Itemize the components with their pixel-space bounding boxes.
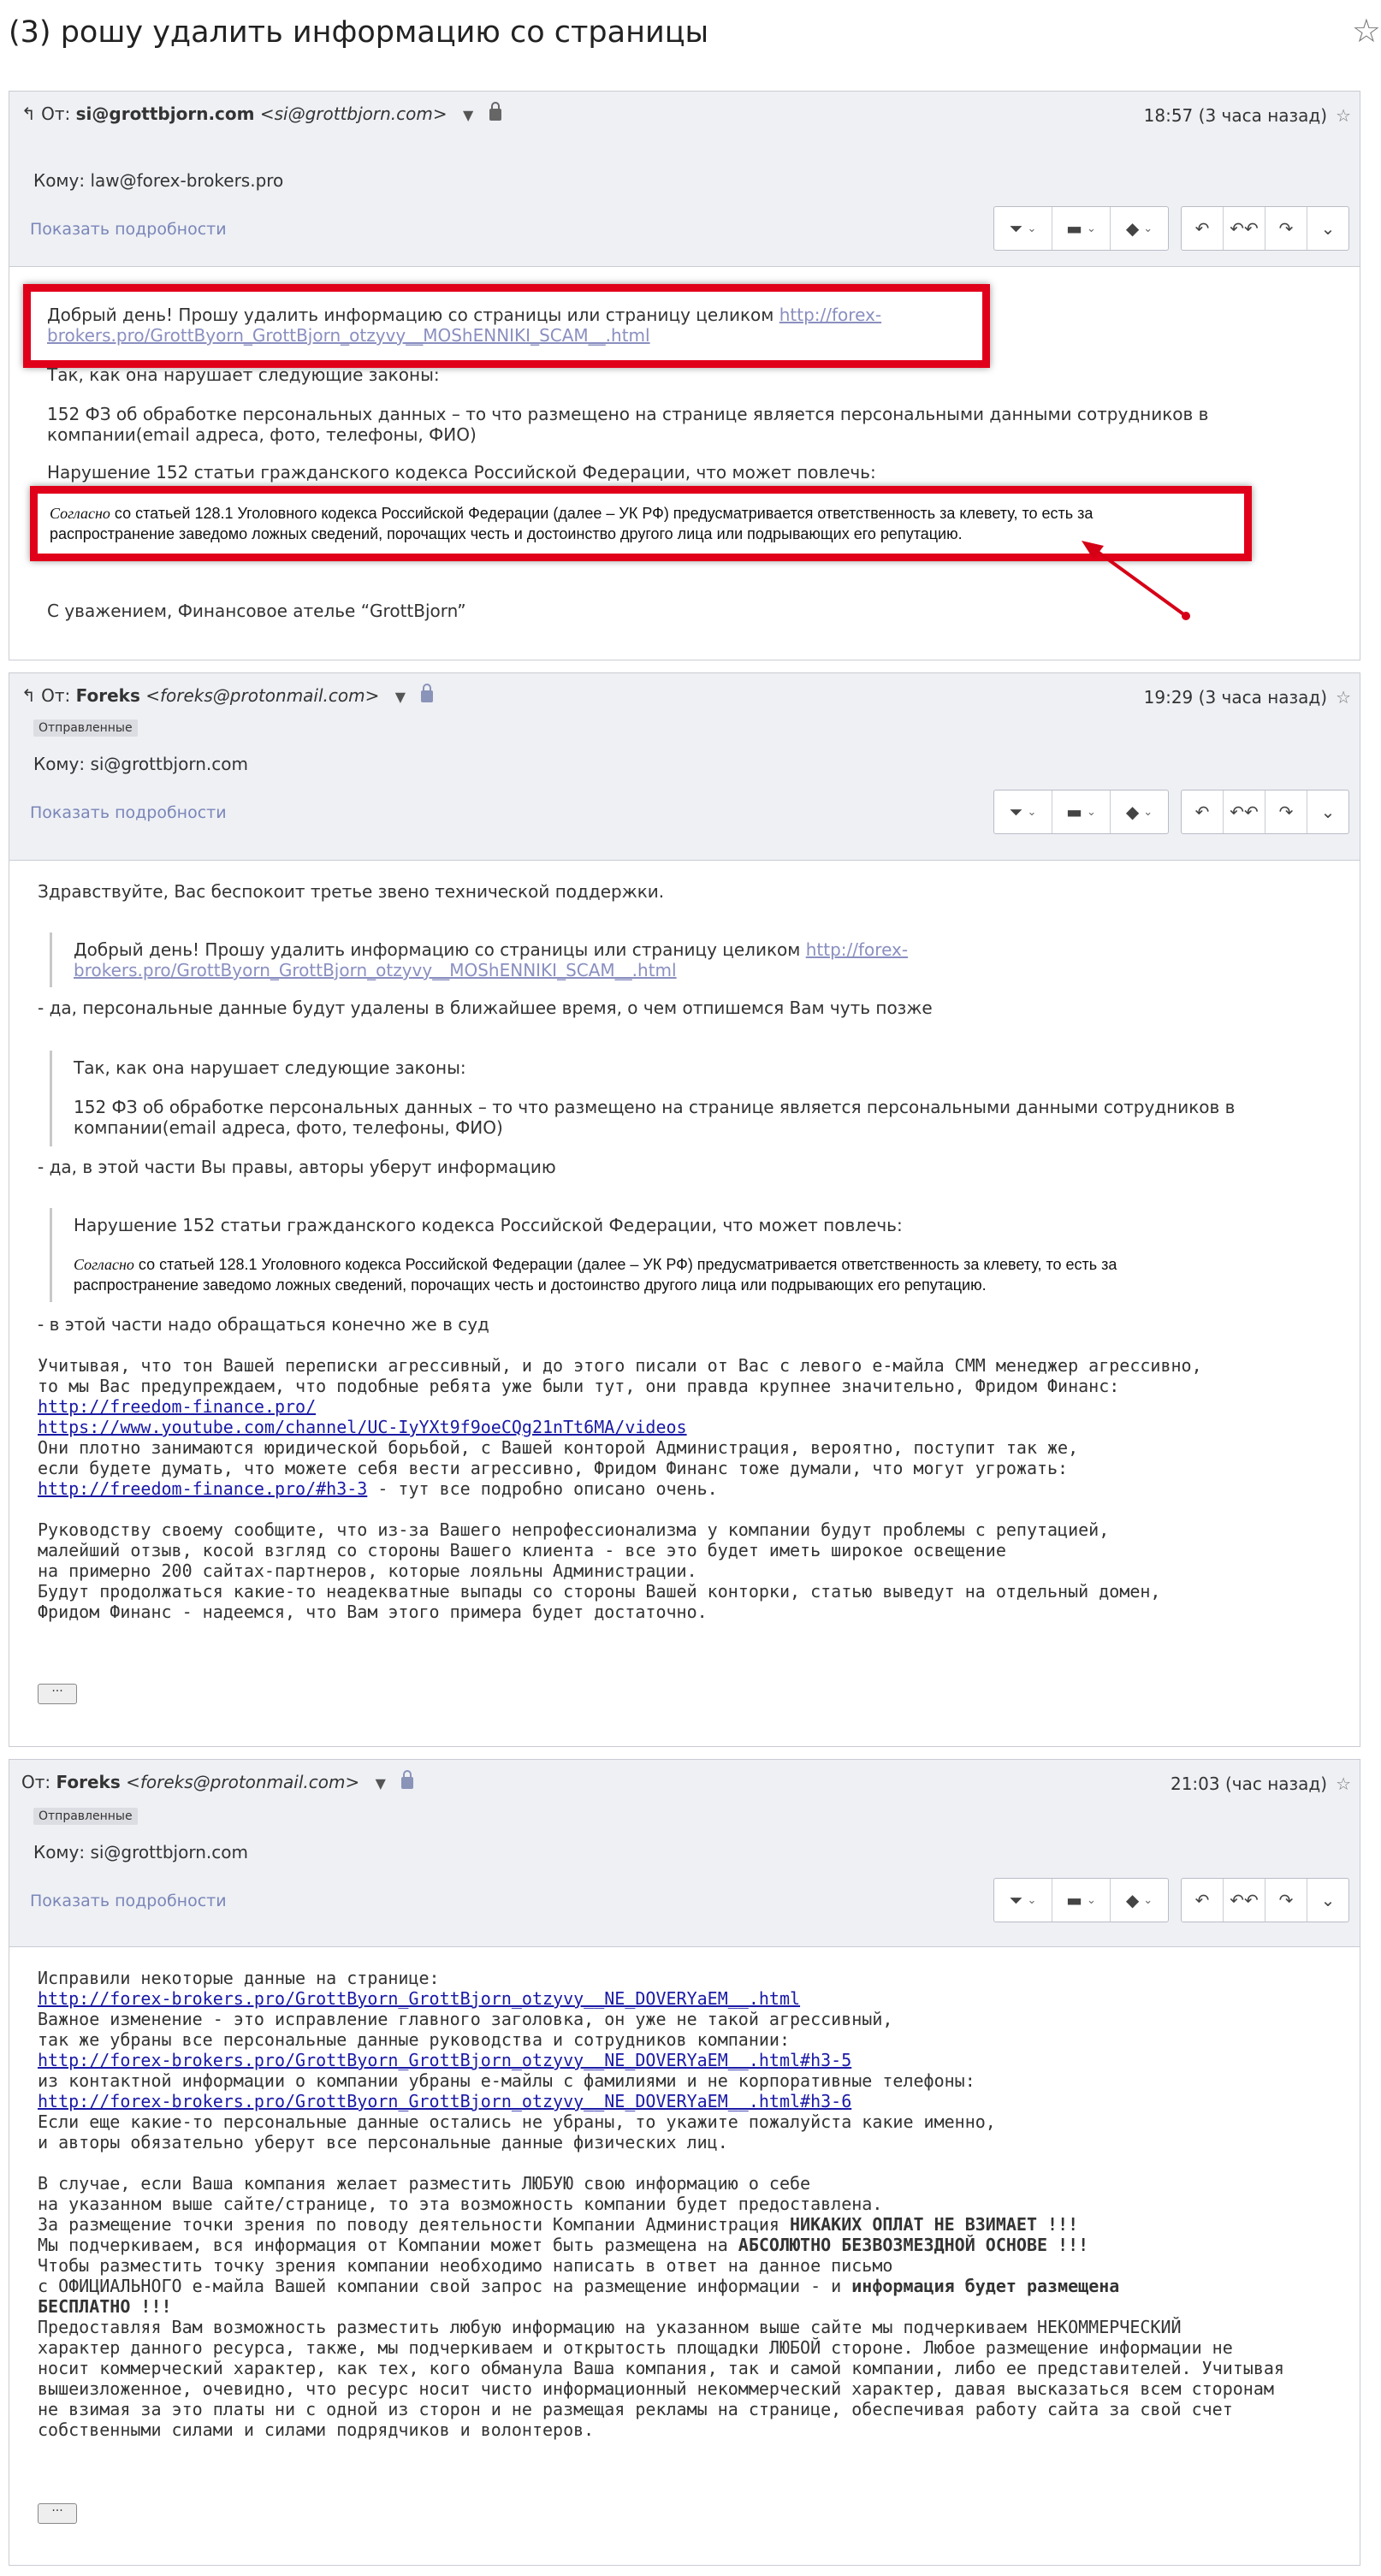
forward-button[interactable] <box>1265 791 1307 833</box>
star-icon[interactable]: ☆ <box>1336 105 1351 126</box>
body-line: не взимая за это платы ни с одной из сторон и не размещая рекламы на странице, обеспечивая работу сайта за свой счет <box>38 2399 1233 2419</box>
message-time <box>1171 1774 1351 1794</box>
body-line: так же убраны все персональные данные руководства и сотрудников компании: <box>38 2029 790 2050</box>
folder-icon: ▬ <box>1066 802 1082 822</box>
reply-all-button[interactable] <box>1224 1879 1265 1922</box>
quote-line: Нарушение 152 статьи гражданского кодекса Российской Федерации, что может повлечь: <box>74 1215 903 1235</box>
time-text: 19:29 (3 часа назад) <box>1143 687 1328 708</box>
label-button[interactable]: ◆ ⌄ <box>1125 218 1153 239</box>
body-line <box>50 503 1093 524</box>
show-details-link[interactable]: Показать подробности <box>30 803 227 822</box>
reply-group <box>1181 1878 1349 1922</box>
filter-icon: ⏷ <box>1009 218 1023 239</box>
body-line <box>38 2235 1088 2255</box>
reply-line: - да, в этой части Вы правы, авторы уберут информацию <box>38 1157 556 1177</box>
message-header <box>9 1760 1360 1947</box>
bookmark-star-icon[interactable]: ☆ <box>1351 12 1381 50</box>
sender-line[interactable] <box>21 1772 413 1792</box>
tag-icon: ◆ <box>1125 1890 1140 1910</box>
external-link[interactable]: http://freedom-finance.pro/ <box>38 1396 317 1417</box>
folder-icon: ▬ <box>1066 1890 1082 1910</box>
body-line: В случае, если Ваша компания желает разместить ЛЮБУЮ свою информацию о себе <box>38 2173 811 2194</box>
star-icon[interactable]: ☆ <box>1336 687 1351 708</box>
body-line: если будете думать, что можете себя вести агрессивно, Фридом Финанс тоже думали, что могут угрожать: <box>38 1458 1069 1478</box>
message-3 <box>9 1759 1360 2566</box>
recipient-line: Кому: si@grottbjorn.com <box>33 754 248 774</box>
folder-label-badge[interactable]: Отправленные <box>33 720 138 737</box>
blockquote <box>50 933 52 987</box>
sender-line[interactable] <box>21 104 501 124</box>
lead-word: Согласно <box>74 1256 134 1273</box>
body-line: Фридом Финанс - надеемся, что Вам этого примера будет достаточно. <box>38 1602 708 1622</box>
lock-icon <box>489 109 501 121</box>
sender-email[interactable]: <foreks@protonmail.com> <box>126 1772 360 1792</box>
reply-icon: ↶ <box>1194 802 1210 822</box>
lead-word: Согласно <box>50 505 110 522</box>
show-details-link[interactable]: Показать подробности <box>30 220 227 239</box>
body-line: Важное изменение - это исправление главного заголовка, он уже не такой агрессивный, <box>38 2009 893 2029</box>
message-toolbar <box>993 206 1349 251</box>
message-header <box>9 92 1360 267</box>
label-button[interactable]: ◆ ⌄ <box>1125 1890 1153 1910</box>
move-folder-button[interactable]: ▬ ⌄ <box>1052 791 1111 833</box>
folder-label-badge[interactable]: Отправленные <box>33 1808 138 1825</box>
sender-email[interactable]: <foreks@protonmail.com> <box>145 685 380 706</box>
body-line: собственными силами и силами подрядчиков и волонтеров. <box>38 2419 595 2440</box>
quote-line <box>74 1254 1117 1275</box>
label-button[interactable]: ◆ ⌄ <box>1125 802 1153 822</box>
quote-line: 152 ФЗ об обработке персональных данных – то что размещено на странице является персональными данными сотрудников в <box>74 1097 1236 1117</box>
emphasis-text: БЕСПЛАТНО !!! <box>38 2296 172 2317</box>
time-text: 18:57 (3 часа назад) <box>1143 105 1328 126</box>
reply-arrow-icon: ↰ <box>21 685 36 706</box>
page-link[interactable]: http://forex- <box>779 305 882 325</box>
body-line: на примерно 200 сайтах-партнеров, которые лояльны Администрации. <box>38 1560 697 1581</box>
body-line <box>38 2276 1119 2296</box>
body-line: то мы Вас предупреждаем, что подобные ребята уже были тут, они правда крупнее значительно, Фридом Финанс: <box>38 1376 1120 1396</box>
body-line: Учитывая, что тон Вашей переписки агрессивный, и до этого писали от Вас с левого е-майла СММ менеджер агрессивно, <box>38 1355 1202 1376</box>
show-details-link[interactable]: Показать подробности <box>30 1892 227 1910</box>
forward-icon: ↷ <box>1278 218 1294 239</box>
body-line <box>38 2296 172 2317</box>
reply-button[interactable] <box>1182 791 1224 833</box>
quote-line <box>74 939 908 960</box>
recipient-line: Кому: si@grottbjorn.com <box>33 1842 248 1862</box>
move-folder-button[interactable]: ▬ ⌄ <box>1052 207 1111 250</box>
filter-button[interactable]: ⏷ ⌄ <box>994 1879 1052 1922</box>
external-link[interactable]: http://freedom-finance.pro/#h3-3 <box>38 1478 368 1499</box>
show-quoted-button[interactable]: ··· <box>38 1684 77 1704</box>
move-folder-button[interactable]: ▬ ⌄ <box>1052 1879 1111 1922</box>
external-link[interactable]: https://www.youtube.com/channel/UC-IyYXt9f9oeCQg21nTt6MA/videos <box>38 1417 687 1437</box>
emphasis-text: информация будет размещена <box>851 2276 1120 2296</box>
body-line: Чтобы разместить точку зрения компании необходимо написать в ответ на данное письмо <box>38 2255 893 2276</box>
sender-email[interactable]: <si@grottbjorn.com> <box>259 104 447 124</box>
body-line: и авторы обязательно уберут все персональные данные физических лиц. <box>38 2132 728 2153</box>
body-line: характер данного ресурса, также, мы подчеркиваем и открытость площадки ЛЮБОЙ стороне. Любое размещение информации не <box>38 2337 1233 2358</box>
reply-all-icon: ↶↶ <box>1230 218 1259 239</box>
body-line: вышеизложенное, очевидно, что ресурс носит чисто информационный некоммерческий характер, давая высказаться всем сторонам <box>38 2378 1274 2399</box>
more-actions-button[interactable] <box>1307 791 1348 833</box>
body-line: Будут продолжаться какие-то неадекватные выпады со стороны Вашей конторки, статью выведут на отдельный домен, <box>38 1581 1161 1602</box>
reply-all-button[interactable] <box>1224 791 1265 833</box>
reply-all-button[interactable] <box>1224 207 1265 250</box>
body-line: Предоставляя Вам возможность разместить любую информацию на указанном выше сайте мы подчеркиваем НЕКОММЕРЧЕСКИЙ <box>38 2317 1182 2337</box>
body-line: компании(email адреса, фото, телефоны, ФИО) <box>47 424 477 445</box>
recipient-line: Кому: law@forex-brokers.pro <box>33 170 284 191</box>
reply-group <box>1181 790 1349 834</box>
body-line: распространение заведомо ложных сведений, порочащих честь и достоинство другого лица или подрывающих его репутацию. <box>50 525 963 542</box>
message-toolbar <box>993 790 1349 834</box>
page-title: (3) рошу удалить информацию со страницы <box>9 15 709 50</box>
more-actions-button[interactable] <box>1307 1879 1348 1922</box>
body-line: Если еще какие-то персональные данные остались не убраны, то укажите пожалуйста какие именно, <box>38 2111 996 2132</box>
forward-icon: ↷ <box>1278 802 1294 822</box>
reply-button[interactable] <box>1182 1879 1224 1922</box>
body-text: Добрый день! Прошу удалить информацию со страницы или страницу целиком <box>47 305 779 325</box>
body-text: с ОФИЦИАЛЬНОГО е-майла Вашей компании свой запрос на размещение информации - и <box>38 2276 852 2296</box>
body-line: Здравствуйте, Вас беспокоит третье звено технической поддержки. <box>38 881 665 902</box>
chevron-down-icon: ⌄ <box>1320 802 1336 822</box>
external-link[interactable]: http://forex-brokers.pro/GrottByorn_GrottBjorn_otzyvy__NE_DOVERYaEM__.html#h3-5 <box>38 2050 852 2070</box>
chevron-down-icon[interactable]: ▼ <box>394 689 406 705</box>
external-link[interactable]: http://forex-brokers.pro/GrottByorn_GrottBjorn_otzyvy__NE_DOVERYaEM__.html <box>38 1988 801 2009</box>
sender-name[interactable]: Foreks <box>75 685 140 706</box>
message-time <box>1144 687 1351 708</box>
sender-name[interactable]: Foreks <box>56 1772 121 1792</box>
time-text: 21:03 (час назад) <box>1170 1774 1328 1794</box>
more-actions-button[interactable] <box>1307 207 1348 250</box>
organize-group <box>993 206 1169 251</box>
body-line: Руководству своему сообщите, что из-за Вашего непрофессионализма у компании будут проблемы с репутацией, <box>38 1519 1110 1540</box>
message-time <box>1144 105 1351 126</box>
lock-icon <box>421 690 433 702</box>
organize-group <box>993 790 1169 834</box>
body-text: - тут все подробно описано очень. <box>367 1478 718 1499</box>
reply-all-icon: ↶↶ <box>1230 802 1259 822</box>
chevron-down-icon[interactable]: ▼ <box>463 107 474 123</box>
external-link[interactable]: http://forex-brokers.pro/GrottByorn_GrottBjorn_otzyvy__NE_DOVERYaEM__.html#h3-6 <box>38 2091 852 2111</box>
lock-icon <box>401 1777 413 1789</box>
chevron-down-icon[interactable]: ▼ <box>375 1775 386 1791</box>
message-toolbar <box>993 1878 1349 1922</box>
body-text: Мы подчеркиваем, вся информация от Компании может быть размещена на <box>38 2235 738 2255</box>
body-text: со статьей 128.1 Уголовного кодекса Российской Федерации (далее – УК РФ) предусматривается ответственность за клевету, то есть за <box>110 505 1094 522</box>
blockquote <box>50 1208 52 1302</box>
reply-button[interactable] <box>1182 207 1224 250</box>
chevron-down-icon: ⌄ <box>1320 1890 1336 1910</box>
reply-icon: ↶ <box>1194 1890 1210 1910</box>
body-line: из контактной информации о компании убраны е-майлы с фамилиями и не корпоративные телефоны: <box>38 2070 975 2091</box>
quote-line[interactable]: brokers.pro/GrottByorn_GrottBjorn_otzyvy__MOShENNIKI_SCAM__.html <box>74 960 677 980</box>
quote-line: компании(email адреса, фото, телефоны, ФИО) <box>74 1117 503 1138</box>
body-line: малейший отзыв, косой взгляд со стороны Вашего клиента - все это будет иметь широкое освещение <box>38 1540 1006 1560</box>
from-prefix: От: <box>41 685 71 706</box>
reply-icon: ↶ <box>1194 218 1210 239</box>
filter-icon: ⏷ <box>1009 802 1023 822</box>
forward-button[interactable] <box>1265 207 1307 250</box>
message-header <box>9 673 1360 861</box>
tag-icon: ◆ <box>1125 802 1140 822</box>
filter-button[interactable]: ⏷ ⌄ <box>994 791 1052 833</box>
from-prefix: От: <box>21 1772 51 1792</box>
annotation-arrow <box>1070 530 1198 625</box>
show-quoted-button[interactable]: ··· <box>38 2503 77 2524</box>
body-line: 152 ФЗ об обработке персональных данных – то что размещено на странице является персональными данными сотрудников в <box>47 404 1209 424</box>
folder-icon: ▬ <box>1066 218 1082 239</box>
forward-icon: ↷ <box>1278 1890 1294 1910</box>
body-line <box>38 1478 718 1499</box>
quote-line: распространение заведомо ложных сведений, порочащих честь и достоинство другого лица или подрывающих его репутацию. <box>74 1276 987 1294</box>
body-line[interactable]: brokers.pro/GrottByorn_GrottBjorn_otzyvy__MOShENNIKI_SCAM__.html <box>47 325 650 346</box>
signature: С уважением, Финансовое ателье “GrottBjorn” <box>47 601 466 621</box>
body-line: Они плотно занимаются юридической борьбой, с Вашей конторой Администрация, вероятно, поступит так же, <box>38 1437 1079 1458</box>
body-line <box>47 305 881 325</box>
body-line <box>38 2214 1078 2235</box>
body-line: на указанном выше сайте/странице, то эта возможность компании будет предоставлена. <box>38 2194 883 2214</box>
body-text: За размещение точки зрения по поводу деятельности Компании Администрация <box>38 2214 790 2235</box>
reply-arrow-icon: ↰ <box>21 104 36 124</box>
reply-line: - в этой части надо обращаться конечно же в суд <box>38 1314 489 1335</box>
chevron-down-icon: ⌄ <box>1320 218 1336 239</box>
emphasis-text: АБСОЛЮТНО БЕЗВОЗМЕЗДНОЙ ОСНОВЕ !!! <box>738 2235 1089 2255</box>
filter-icon: ⏷ <box>1009 1890 1023 1910</box>
from-prefix: От: <box>41 104 71 124</box>
forward-button[interactable] <box>1265 1879 1307 1922</box>
reply-line: - да, персональные данные будут удалены в ближайшее время, о чем отпишемся Вам чуть позже <box>38 998 933 1018</box>
filter-button[interactable]: ⏷ ⌄ <box>994 207 1052 250</box>
reply-group <box>1181 206 1349 251</box>
organize-group <box>993 1878 1169 1922</box>
blockquote <box>50 1051 52 1146</box>
emphasis-text: НИКАКИХ ОПЛАТ НЕ ВЗИМАЕТ !!! <box>790 2214 1079 2235</box>
body-line: Так, как она нарушает следующие законы: <box>47 364 440 385</box>
sender-name[interactable]: si@grottbjorn.com <box>75 104 255 124</box>
quote-text: со статьей 128.1 Уголовного кодекса Российской Федерации (далее – УК РФ) предусматривается ответственность за клевету, то есть за <box>133 1256 1117 1273</box>
reply-all-icon: ↶↶ <box>1230 1890 1259 1910</box>
body-line: Нарушение 152 статьи гражданского кодекса Российской Федерации, что может повлечь: <box>47 462 876 483</box>
quote-text: Добрый день! Прошу удалить информацию со страницы или страницу целиком <box>74 939 806 960</box>
body-line: Исправили некоторые данные на странице: <box>38 1968 440 1988</box>
quote-line: Так, как она нарушает следующие законы: <box>74 1057 466 1078</box>
sender-line[interactable] <box>21 685 433 706</box>
tag-icon: ◆ <box>1125 218 1140 239</box>
body-line: носит коммерческий характер, как тех, кого обманула Ваша компания, так и самой компании, либо ее представителей. Учитывая <box>38 2358 1284 2378</box>
star-icon[interactable]: ☆ <box>1336 1774 1351 1794</box>
page-link[interactable]: http://forex- <box>805 939 909 960</box>
